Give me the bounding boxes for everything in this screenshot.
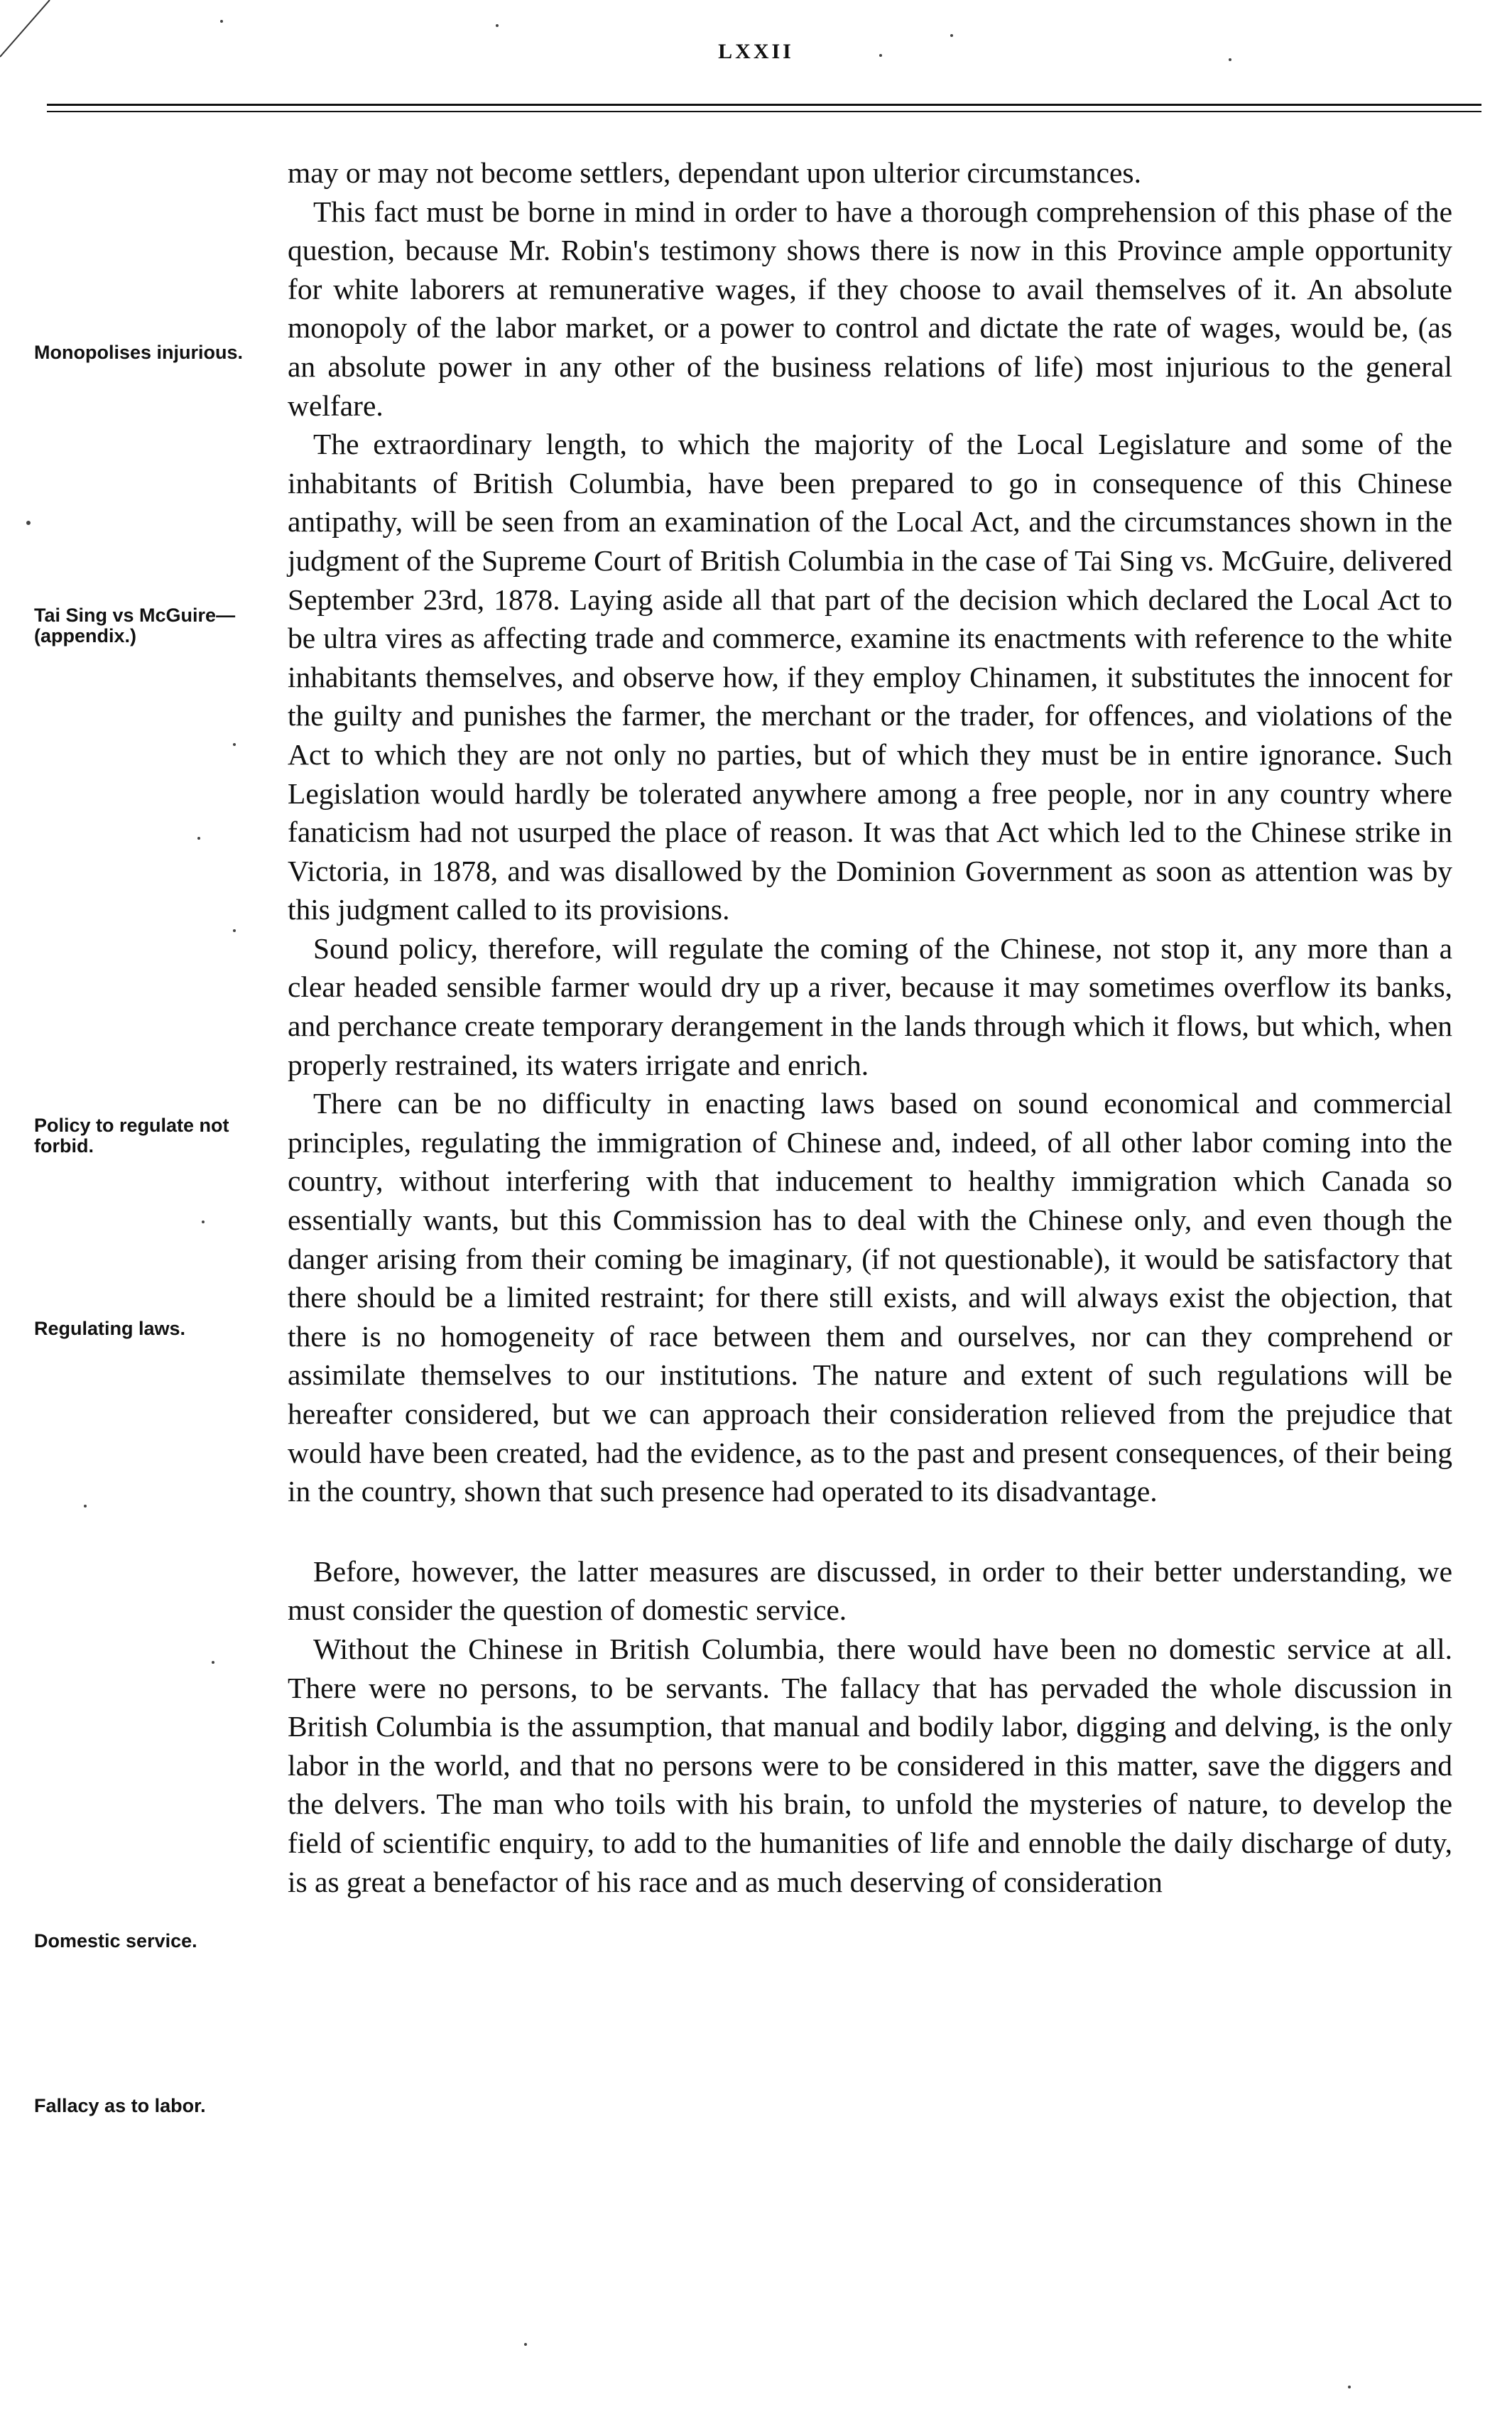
speck [524, 2343, 527, 2346]
speck [26, 521, 31, 525]
paragraph: This fact must be borne in mind in order to have a thorough comprehension of this phase of the question, because Mr. Robin's testimony shows there is now in this Province ample opportunity for white laborers at remunerative wages, if they choose to avail themselves of it. An absolute monopoly of the labor market, or a power to control and dictate the rate of wages, would be, (as an absolute power in any other of the business relations of life) most injurious to the general welfare. [288, 195, 1452, 422]
margin-note-fallacy: Fallacy as to labor. [34, 2095, 206, 2116]
paragraph: Sound policy, therefore, will regulate the coming of the Chinese, not stop it, any more than a clear headed sensible farmer would dry up a river, because it may sometimes overflow its banks, and perchance create temporary derangement in the lands through which it flows, but which, when properly restrained, its waters irrigate and enrich. [288, 931, 1452, 1081]
paragraph: There can be no difficulty in enacting laws based on sound economical and commercial principles, regulating the immigration of Chinese and, indeed, of all other labor coming into the country, without interfering with that inducement to healthy immigration which Canada so essentially wants, but this Commission has to deal with the Chinese only, and even though the danger arising from their coming be imaginary, (if not questionable), it would be satisfactory that there should be a limited restraint; for there still exists, and will always exist the objection, that there is no homogeneity of race between them and ourselves, nor can they comprehend or assimilate themselves to our institutions. The nature and extent of such regulations will be hereafter considered, but we can approach their consideration relieved from the prejudice that would have been created, had the evidence, as to the past and present consequences, of their being in the country, shown that such presence had operated to its disadvantage. [288, 1087, 1452, 1508]
margin-note-tai-sing: Tai Sing vs McGuire— (appendix.) [34, 605, 236, 646]
speck [950, 34, 953, 37]
margin-note-monopolies: Monopolises injurious. [34, 342, 244, 363]
paragraph: may or may not become settlers, dependant upon ulterior circumstances. [288, 156, 1141, 189]
margin-notes [34, 0, 276, 2414]
speck [1348, 2386, 1351, 2388]
paragraph: Without the Chinese in British Columbia, there would have been no domestic service at all. There were no persons, to be servants. The fallacy that has pervaded the whole discussion in British Columbia is the assumption, that manual and bodily labor, digging and delving, is the only labor in the world, and that no persons were to be considered in this matter, save the diggers and the delvers. The man who toils with his brain, to unfold the mysteries of nature, to develop the field of scientific enquiry, to add to the humanities of life and ennoble the daily discharge of duty, is as great a benefactor of his race and as much deserving of consideration [288, 1632, 1452, 1898]
margin-note-policy: Policy to regulate not forbid. [34, 1115, 229, 1157]
paragraph: Before, however, the latter measures are discussed, in order to their better understanding, we must consider the question of domestic service. [288, 1554, 1452, 1627]
margin-note-regulating-laws: Regulating laws. [34, 1318, 186, 1339]
page-number: LXXII [718, 40, 794, 63]
body-text [288, 153, 1452, 1901]
speck [496, 24, 499, 27]
margin-note-domestic-service: Domestic service. [34, 1930, 197, 1952]
paragraph: The extraordinary length, to which the majority of the Local Legislature and some of the inhabitants of British Columbia, have been prepared to go in consequence of this Chinese antipathy, will be seen from an examination of the Local Act, and the circumstances shown in the judgment of the Supreme Court of British Columbia in the case of Tai Sing vs. McGuire, delivered September 23rd, 1878. Laying aside all that part of the decision which declared the Local Act to be ultra vires as affecting trade and commerce, examine its enactments with reference to the white inhabitants themselves, and observe how, if they employ Chinamen, it substitutes the innocent for the guilty and punishes the farmer, the merchant or the trader, for offences, and violations of the Act to which they are not only no parties, but of which they must be in entire ignorance. Such Legislation would hardly be tolerated anywhere among a free people, nor in any country where fanaticism had not usurped the place of reason. It was that Act which led to the Chinese strike in Victoria, in 1878, and was disallowed by the Dominion Government as soon as attention was by this judgment called to its provisions. [288, 428, 1452, 926]
